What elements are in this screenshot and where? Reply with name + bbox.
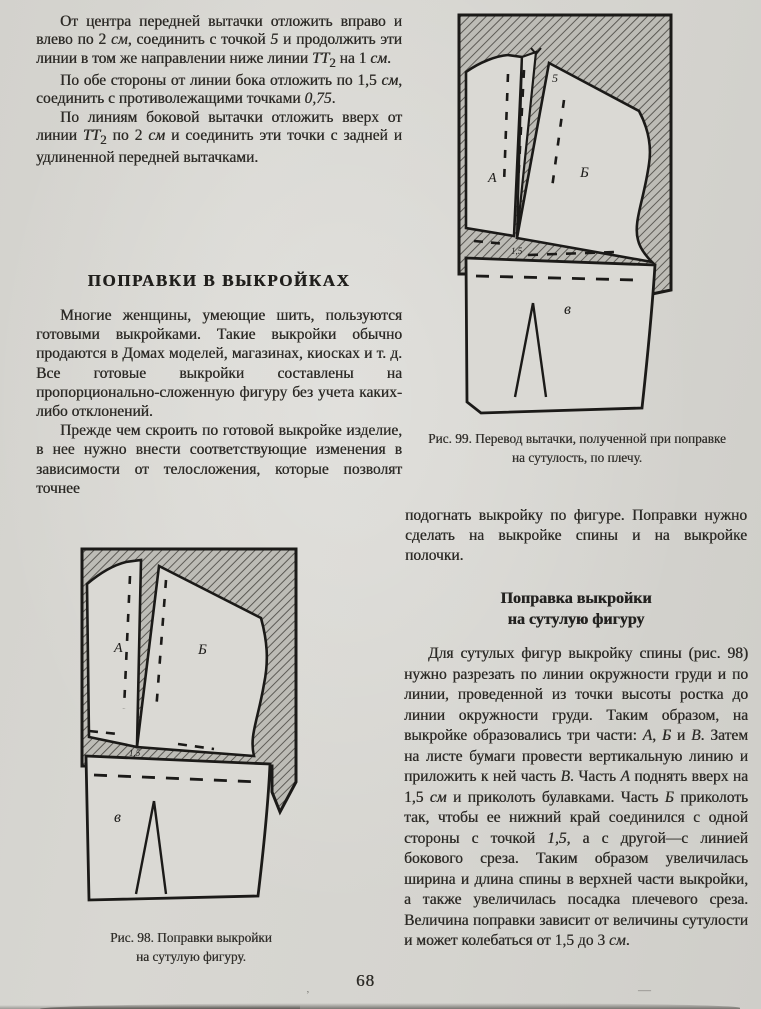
caption-text: Рис. 99. Перевод вытачки, полученной при поправке на сутулость, по плечу. bbox=[428, 431, 726, 465]
subsection-heading-line: Поправка выкройки bbox=[500, 590, 652, 607]
caption-line: на сутулую фигуру. bbox=[136, 949, 246, 964]
figure-99-drawing bbox=[456, 12, 686, 424]
section-heading: ПОПРАВКИ В ВЫКРОЙКАХ bbox=[87, 271, 351, 290]
piece-a-label: А bbox=[488, 171, 497, 186]
pattern-piece-a bbox=[466, 55, 522, 236]
paragraph: подогнать выкройку по фигуре. Поправки нужно сделать на выкройке спины и на выкройке полочки. bbox=[405, 507, 747, 564]
subsection-heading bbox=[405, 588, 747, 630]
strip-measure-label: 1,5 bbox=[129, 748, 141, 758]
paragraph: Для сутулых фигур выкройку спины (рис. 98) нужно разрезать по линии окружности груди и по линии, проведенной из точки высоты ростка до линии окружности груди. Таким образом, на выкройке образовались три части: А, Б и В. Затем на листе бумаги провести вертикальную линию и приложить к ней часть В. Часть А поднять вверх на 1,5 см и приколоть булавками. Часть Б приколоть так, чтобы ее нижний край соединился с одной стороны с точкой 1,5, а с другой—с линией бокового среза. Таким образом увеличилась ширина и длина спины в верхней части выкройки, а также увеличилась посадка плечевого среза. Величина поправки зависит от величины сутулости и может колебаться от 1,5 до 3 см. bbox=[404, 645, 748, 949]
strip-measure-label: 1,5 bbox=[511, 246, 523, 256]
left-column-top bbox=[36, 13, 402, 168]
ink-speck: ‚ bbox=[306, 983, 310, 995]
piece-b-label: Б bbox=[198, 642, 207, 658]
piece-b-label: Б bbox=[580, 165, 589, 181]
point-5-label: 5 bbox=[552, 71, 558, 85]
piece-v-label: в bbox=[114, 809, 121, 826]
piece-a-label: А bbox=[114, 641, 123, 656]
figure-98-caption bbox=[62, 928, 320, 966]
pattern-piece-v bbox=[466, 258, 655, 413]
page-number: 68 bbox=[356, 971, 375, 990]
paragraph: По линиям боковой вытачки отложить вверх от линии $ТТ_2$ по 2 см и соединить эти точки с задней и удлиненной передней вытачками. bbox=[36, 108, 402, 167]
right-column-top bbox=[405, 506, 747, 566]
left-column-middle bbox=[36, 306, 402, 498]
figure-98-pattern-diagram bbox=[74, 544, 306, 926]
figure-98-drawing bbox=[74, 544, 306, 926]
paragraph: Прежде чем скроить по готовой выкройке изделие, в нее нужно внести соответствующие изменения в зависимости от телосложения, которые позволят точнее bbox=[36, 422, 402, 497]
paragraph: По обе стороны от линии бока отложить по 1,5 см, соединить с противолежащими точками 0,75. bbox=[36, 71, 402, 108]
ink-speck: — bbox=[638, 982, 651, 997]
paragraph: От центра передней вытачки отложить вправо и влево по 2 см, соединить с точкой 5 и продолжить эти линии в том же направлении ниже линии $ТТ_2$ на 1 см. bbox=[36, 13, 402, 70]
right-column-body bbox=[404, 644, 748, 952]
paragraph: Многие женщины, умеющие шить, пользуются готовыми выкройками. Такие выкройки обычно продаются в Домах моделей, магазинах, киосках и т. д. Все готовые выкройки составлены на пропорционально-сложенную фигуру без учета каких-либо отклонений. bbox=[36, 307, 402, 421]
figure-99-pattern-diagram bbox=[456, 12, 686, 424]
caption-line: Рис. 98. Поправки выкройки bbox=[110, 930, 272, 945]
scan-edge-shadow bbox=[0, 1005, 300, 1009]
piece-v-label: в bbox=[564, 301, 571, 318]
subsection-heading-line: на сутулую фигуру bbox=[507, 611, 645, 628]
figure-99-caption bbox=[412, 429, 742, 467]
